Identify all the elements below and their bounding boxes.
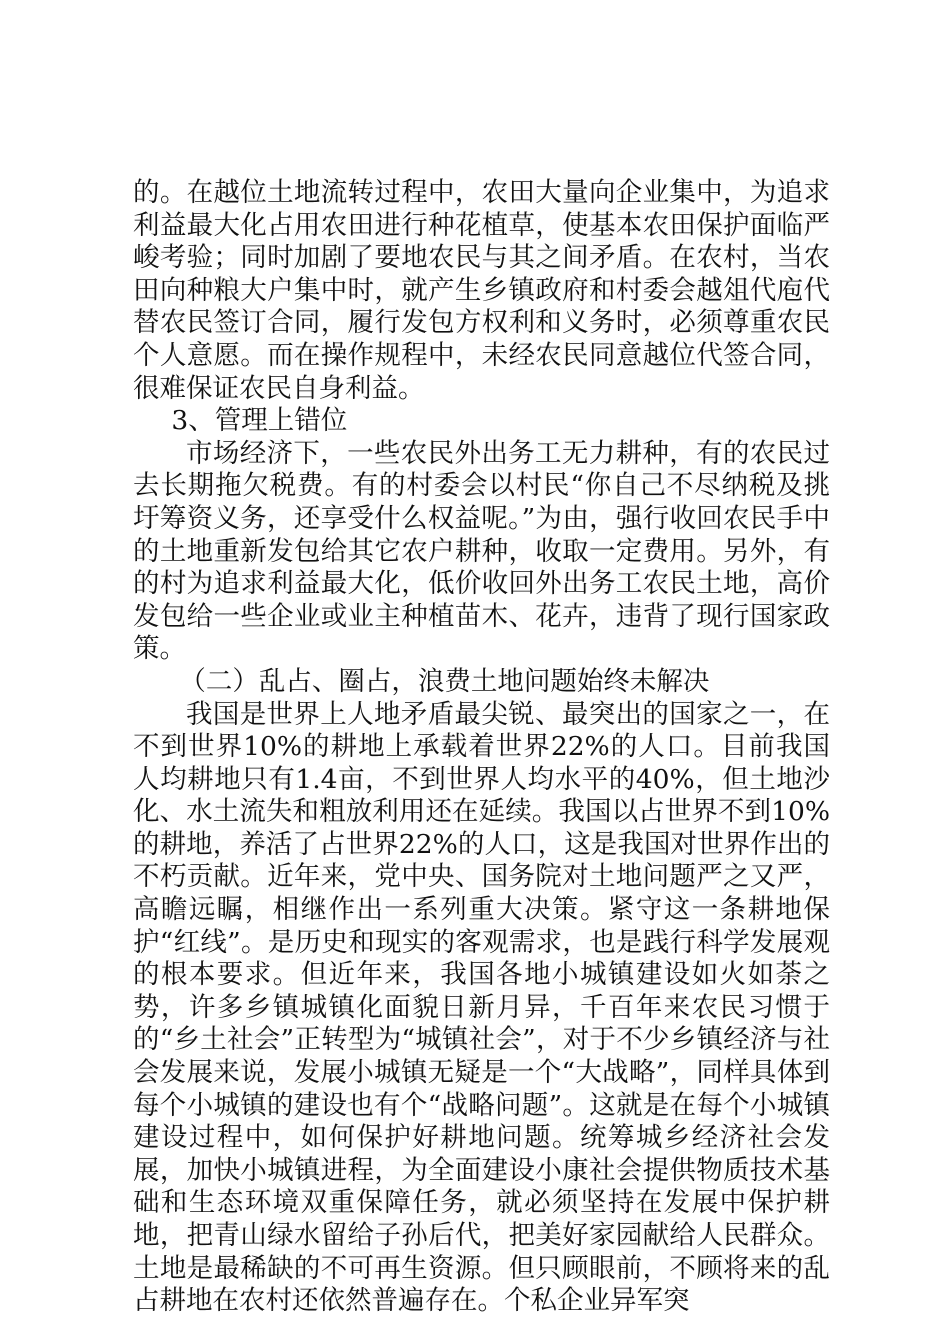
paragraph-continuation: 的。在越位土地流转过程中，农田大量向企业集中，为追求利益最大化占用农田进行种花植草，使基本农田保护面临严峻考验；同时加剧了要地农民与其之间矛盾。在农村，当农田向种粮大户集中时，就产生乡镇政府和村委会越俎代庖代替农民签订合同，履行发包方权利和义务时，必须尊重农民个人意愿。而在操作规程中，未经农民同意越位代签合同，很难保证农民自身利益。 xyxy=(133,177,830,404)
section-heading-land-waste: （二）乱占、圈占，浪费土地问题始终未解决 xyxy=(179,665,710,697)
document-page xyxy=(133,177,830,1318)
paragraph-land-waste: 我国是世界上人地矛盾最尖锐、最突出的国家之一，在不到世界10%的耕地上承载着世界22%的人口。目前我国人均耕地只有1.4亩，不到世界人均水平的40%，但土地沙化、水土流失和粗放利用还在延续。我国以占世界不到10%的耕地，养活了占世界22%的人口，这是我国对世界作出的不朽贡献。近年来，党中央、国务院对土地问题严之又严，高瞻远瞩，相继作出一系列重大决策。紧守这一条耕地保护“红线”。是历史和现实的客观需求，也是践行科学发展观的根本要求。但近年来，我国各地小城镇建设如火如荼之势，许多乡镇城镇化面貌日新月异，千百年来农民习惯于的“乡土社会”正转型为“城镇社会”，对于不少乡镇经济与社会发展来说，发展小城镇无疑是一个“大战略”，同样具体到每个小城镇的建设也有个“战略问题”。这就是在每个小城镇建设过程中，如何保护好耕地问题。统筹城乡经济社会发展，加快小城镇进程，为全面建设小康社会提供物质技术基础和生态环境双重保障任务，就必须坚持在发展中保护耕地，把青山绿水留给子孙后代，把美好家园献给人民群众。土地是最稀缺的不可再生资源。但只顾眼前，不顾将来的乱占耕地在农村还依然普遍存在。个私企业异军突 xyxy=(133,698,830,1317)
paragraph-management: 市场经济下，一些农民外出务工无力耕种，有的农民过去长期拖欠税费。有的村委会以村民“你自己不尽纳税及挑圩筹资义务，还享受什么权益呢。”为由，强行收回农民手中的土地重新发包给其它农户耕种，收取一定费用。另外，有的村为追求利益最大化，低价收回外出务工农民土地，高价发包给一些企业或业主种植苗木、花卉，违背了现行国家政策。 xyxy=(133,437,830,665)
section-heading-management: 3、管理上错位 xyxy=(171,405,348,437)
